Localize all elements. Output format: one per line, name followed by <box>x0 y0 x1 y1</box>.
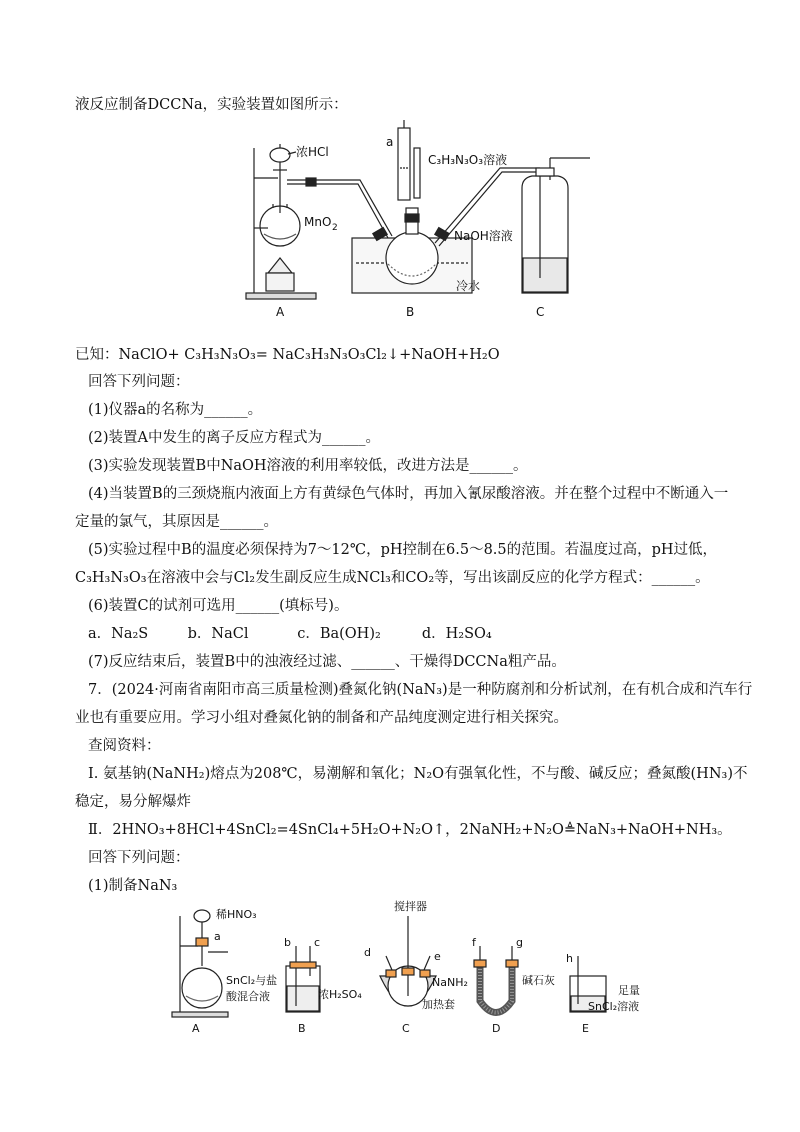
label-conc-h2so4: 浓H₂SO₄ <box>318 988 362 1001</box>
problem-7-line-2: 业也有重要应用。学习小组对叠氮化钠的制备和产品纯度测定进行相关探究。 <box>75 710 568 726</box>
label-c: c <box>314 936 321 949</box>
apparatus-figure-1 <box>240 118 600 328</box>
label-mno2-sub: 2 <box>332 223 338 233</box>
question-1: (1)仪器a的名称为______。 <box>88 402 263 418</box>
label-sufficient: 足量 <box>618 984 640 997</box>
label-fig1-A: A <box>276 305 285 319</box>
label-a-fig2: a <box>214 930 221 943</box>
answer-prompt-2: 回答下列问题： <box>88 850 190 866</box>
label-fig2-D: D <box>492 1022 501 1035</box>
apparatus-d-2 <box>474 946 518 1013</box>
option-b: b．NaCl <box>187 626 249 642</box>
label-fig2-A: A <box>192 1022 200 1035</box>
label-sncl2-solution: SnCl₂溶液 <box>588 1000 640 1013</box>
label-fig1-C: C <box>536 305 545 319</box>
label-c3h3n3o3-solution: C₃H₃N₃O₃溶液 <box>428 153 508 167</box>
label-e: e <box>434 950 441 963</box>
apparatus-figure-2 <box>168 896 648 1046</box>
label-fig2-B: B <box>298 1022 306 1035</box>
label-fig1-B: B <box>406 305 415 319</box>
apparatus-b-2 <box>286 946 320 1012</box>
question-7: (7)反应结束后，装置B中的浊液经过滤、______、干燥得DCCNa粗产品。 <box>88 654 566 670</box>
label-cold-water: 冷水 <box>456 279 481 293</box>
apparatus-a-2 <box>172 910 228 1017</box>
known-reaction: 已知：NaClO+ C₃H₃N₃O₃= NaC₃H₃N₃O₃Cl₂↓+NaOH+H₂O <box>75 347 500 363</box>
reference-2: Ⅱ．2HNO₃+8HCl+4SnCl₂=4SnCl₄+5H₂O+N₂O↑，2NaNH₂+N₂O≜NaN₃+NaOH+NH₃。 <box>88 822 732 838</box>
label-d: d <box>364 946 371 959</box>
label-sncl2-mix-1: SnCl₂与盐 <box>226 974 278 987</box>
label-mno2: MnO <box>304 215 332 229</box>
apparatus-b <box>352 120 540 293</box>
reference-1-line-1: Ⅰ. 氨基钠(NaNH₂)熔点为208℃，易潮解和氧化；N₂O有强氧化性，不与酸、碱反应；叠氮酸(HN₃)不 <box>88 766 748 782</box>
options-row <box>88 624 492 644</box>
option-d: d．H₂SO₄ <box>421 626 492 642</box>
label-naoh-solution: NaOH溶液 <box>454 229 513 243</box>
label-nanh2: NaNH₂ <box>432 976 468 989</box>
intro-text: 液反应制备DCCNa，实验装置如图所示： <box>75 97 348 113</box>
label-fig2-E: E <box>582 1022 589 1035</box>
question-5-line-2: C₃H₃N₃O₃在溶液中会与Cl₂发生副反应生成NCl₃和CO₂等，写出该副反应的化学方程式：______。 <box>75 570 710 586</box>
question-3: (3)实验发现装置B中NaOH溶液的利用率较低，改进方法是______。 <box>88 458 528 474</box>
label-dilute-hno3: 稀HNO₃ <box>216 908 257 921</box>
question-4-line-1: (4)当装置B的三颈烧瓶内液面上方有黄绿色气体时，再加入氰尿酸溶液。并在整个过程中不断通入一 <box>88 486 729 502</box>
label-sncl2-mix-2: 酸混合液 <box>226 990 270 1003</box>
apparatus-c-2 <box>380 916 436 1006</box>
label-a-fig1: a <box>386 135 394 149</box>
label-soda-lime: 碱石灰 <box>522 974 555 987</box>
label-stirrer: 搅拌器 <box>394 900 427 913</box>
option-c: c．Ba(OH)₂ <box>297 626 381 642</box>
label-f: f <box>472 936 476 949</box>
answer-prompt: 回答下列问题： <box>88 374 190 390</box>
subquestion-1: (1)制备NaN₃ <box>88 878 178 894</box>
reference-1-line-2: 稳定，易分解爆炸 <box>75 794 191 810</box>
label-b: b <box>284 936 291 949</box>
reference-title: 查阅资料： <box>88 738 161 754</box>
option-a: a．Na₂S <box>88 626 149 642</box>
label-h: h <box>566 952 573 965</box>
label-conc-hcl: 浓HCl <box>296 145 329 159</box>
label-heating-mantle: 加热套 <box>422 998 455 1011</box>
problem-7-line-1: 7．(2024·河南省南阳市高三质量检测)叠氮化钠(NaN₃)是一种防腐剂和分析试剂，在有机合成和汽车行 <box>88 682 753 698</box>
label-fig2-C: C <box>402 1022 410 1035</box>
question-2: (2)装置A中发生的离子反应方程式为______。 <box>88 430 381 446</box>
label-g: g <box>516 936 523 949</box>
question-5-line-1: (5)实验过程中B的温度必须保持为7～12℃，pH控制在6.5～8.5的范围。若温度过高，pH过低， <box>88 542 718 558</box>
question-6: (6)装置C的试剂可选用______(填标号)。 <box>88 598 349 614</box>
question-4-line-2: 定量的氯气，其原因是______。 <box>75 514 278 530</box>
apparatus-c <box>522 158 590 293</box>
